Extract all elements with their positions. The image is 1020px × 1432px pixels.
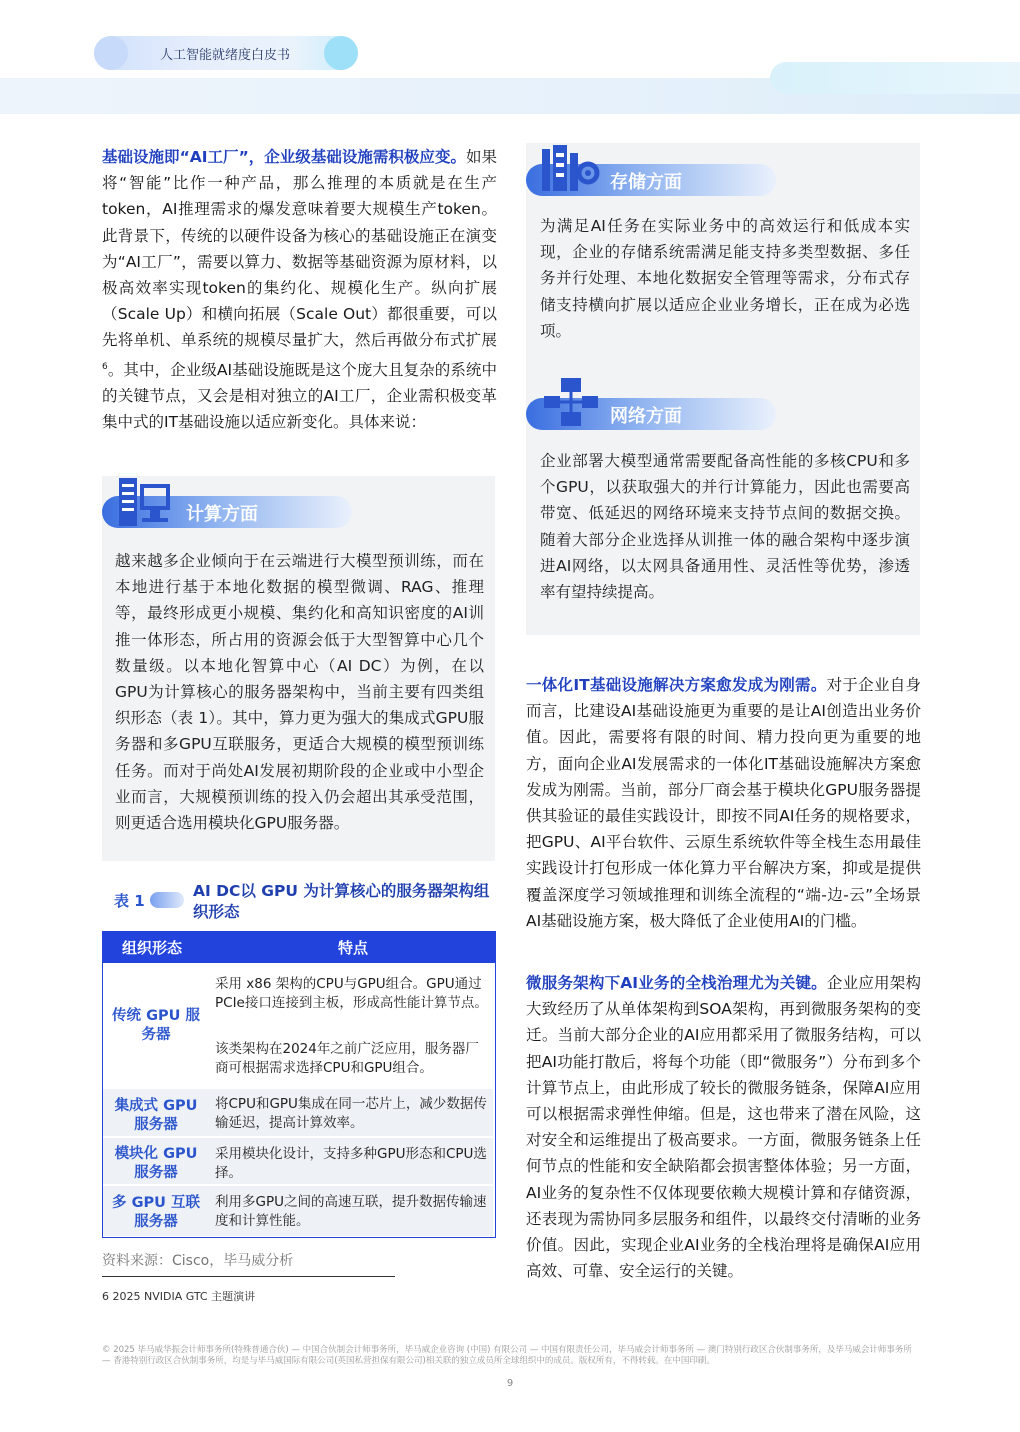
table-caption: AI DC以 GPU 为计算核心的服务器架构组织形态 — [193, 882, 490, 921]
table-row-name: 模块化 GPU 服务器 — [114, 1146, 198, 1181]
header-pill — [94, 36, 358, 70]
integrated-solution-lead: 一体化IT基础设施解决方案愈发成为刚需。 — [526, 676, 827, 694]
table-row-desc: 采用 x86 架构的CPU与GPU组合。GPU通过PCIe接口连接到主板，形成高性能计算节点。 — [215, 976, 488, 1011]
table-row-desc: 利用多GPU之间的高速互联，提升数据传输速度和计算性能。 — [215, 1194, 487, 1229]
legal-notice: © 2025 毕马威华振会计师事务所(特殊普通合伙) — 中国合伙制会计师事务所，毕马威企业咨询 (中国) 有限公司 — 中国有限责任公司，毕马威会计师事务所 — 澳门特别行政区合伙制事务所，及毕马威会计师事务所 — 香港特别行政区合伙制事务所，均是与毕马威国际有限公司(英国私营担保有限公司)相关联的独立成员所全球组织中的成员。版权所有，不得转载。在中国印刷。 — [102, 1345, 912, 1366]
compute-title: 计算方面 — [186, 504, 258, 525]
microservice-body: 企业应用架构大致经历了从单体架构到SOA架构，再到微服务架构的变迁。当前大部分企业的AI应用都采用了微服务结构，可以把AI功能打散后，将每个功能（即“微服务”）分布到多个计算节点上，由此形成了较长的微服务链条，保障AI应用可以根据需求弹性伸缩。但是，这也带来了潜在风险，这对安全和运维提出了极高要求。一方面，微服务链条上任何节点的性能和安全缺陷都会损害整体体验；另一方面，AI业务的复杂性不仅体现要依赖大规模计算和存储资源，还表现为需协同多层服务和组件，以最终交付清晰的业务价值。因此，实现企业AI业务的全栈治理将是确保AI应用高效、可靠、安全运行的关键。 — [526, 974, 921, 1281]
table-row-desc: 将CPU和GPU集成在同一芯片上，减少数据传输延迟，提高计算效率。 — [215, 1096, 487, 1131]
network-icon — [542, 376, 600, 428]
compute-body: 越来越多企业倾向于在云端进行大模型预训练，而在本地进行基于本地化数据的模型微调、RAG、推理等，最终形成更小规模、集约化和高知识密度的AI训推一体形态，所占用的资源会低于大型智算中心几个数量级。以本地化智算中心（AI DC）为例，在以GPU为计算核心的服务器架构中，当前主要有四类组织形态（表 1）。其中，算力更为强大的集成式GPU服务器和多GPU互联服务，更适合大规模的模型预训练任务。而对于尚处AI发展初期阶段的企业或中小型企业而言，大规模预训练的投入仍会超出其承受范围，则更适合选用模块化GPU服务器。 — [115, 552, 484, 833]
microservice-lead: 微服务架构下AI业务的全栈治理尤为关键。 — [526, 974, 827, 992]
network-title: 网络方面 — [610, 406, 682, 427]
footnote-divider — [102, 1276, 395, 1277]
server-icon — [116, 476, 172, 528]
integrated-solution-paragraph — [526, 672, 921, 934]
intro-paragraph — [102, 144, 497, 435]
header-band-accent — [770, 62, 1020, 94]
intro-body: 如果将“智能”比作一种产品，那么推理的本质就是在生产token，AI推理需求的爆发意味着要大规模生产token。此背景下，传统的以硬件设备为核心的基础设施正在演变为“AI工厂”，需要以算力、数据等基础资源为原材料，以极高效率实现token的集约化、规模化生产。纵向扩展（Scale Up）和横向拓展（Scale Out）都很重要，可以先将单机、单系统的规模尽量扩大，然后再做分布式扩展 — [102, 148, 497, 350]
intro-lead: 基础设施即“AI工厂”，企业级基础设施需积极应变。 — [102, 148, 466, 166]
storage-title: 存储方面 — [610, 172, 682, 193]
footnote: 6 2025 NVIDIA GTC 主题演讲 — [102, 1290, 256, 1303]
table-row-desc: 采用模块化设计，支持多种GPU形态和CPU选择。 — [215, 1146, 487, 1181]
network-body: 企业部署大模型通常需要配备高性能的多核CPU和多个GPU，以获取强大的并行计算能力，因此也需要高带宽、低延迟的网络环境来支持节点间的数据交换。随着大部分企业选择从训推一体的融合架构中逐步演进AI网络，以太网具备通用性、灵活性等优势，渗透率有望持续提高。 — [540, 452, 910, 602]
table-source: 资料来源：Cisco，毕马威分析 — [102, 1253, 294, 1269]
table-row-name: 传统 GPU 服务器 — [112, 1008, 200, 1043]
document-title: 人工智能就绪度白皮书 — [160, 48, 291, 63]
table-header-col2: 特点 — [338, 939, 369, 957]
table-header-col1: 组织形态 — [122, 939, 183, 957]
table-row-desc: 该类架构在2024年之前广泛应用，服务器厂商可根据需求选择CPU和GPU组合。 — [215, 1041, 479, 1076]
storage-icon — [540, 143, 600, 195]
table-label: 表 1 — [114, 892, 145, 910]
compute-box — [102, 476, 495, 861]
table-label-pill — [150, 892, 184, 908]
table-row-name: 集成式 GPU 服务器 — [114, 1098, 198, 1133]
table-header — [102, 931, 496, 963]
footnote-ref: 6 — [102, 361, 108, 372]
table-row-name: 多 GPU 互联服务器 — [112, 1195, 200, 1230]
page-number: 9 — [506, 1378, 514, 1389]
storage-body: 为满足AI任务在实际业务中的高效运行和低成本实现，企业的存储系统需满足能支持多类型数据、多任务并行处理、本地化数据安全管理等需求，分布式存储支持横向扩展以适应企业业务增长，正在成为必选项。 — [540, 217, 910, 340]
intro-tail: 。其中，企业级AI基础设施既是这个庞大且复杂的系统中的关键节点，又会是相对独立的AI工厂，企业需积极变革集中式的IT基础设施以适应新变化。具体来说： — [102, 360, 497, 432]
integrated-solution-body: 对于企业自身而言，比建设AI基础设施更为重要的是让AI创造出业务价值。因此，需要将有限的时间、精力投向更为重要的地方，面向企业AI发展需求的一体化IT基础设施解决方案愈发成为刚需。当前，部分厂商会基于模块化GPU服务器提供其验证的最佳实践设计，即按不同AI任务的规格要求，把GPU、AI平台软件、云原生系统软件等全栈生态用最佳实践设计打包形成一体化算力平台解决方案，抑或是提供覆盖深度学习领域推理和训练全流程的“端-边-云”全场景AI基础设施方案，极大降低了企业使用AI的门槛。 — [526, 676, 921, 930]
microservice-paragraph — [526, 970, 921, 1284]
